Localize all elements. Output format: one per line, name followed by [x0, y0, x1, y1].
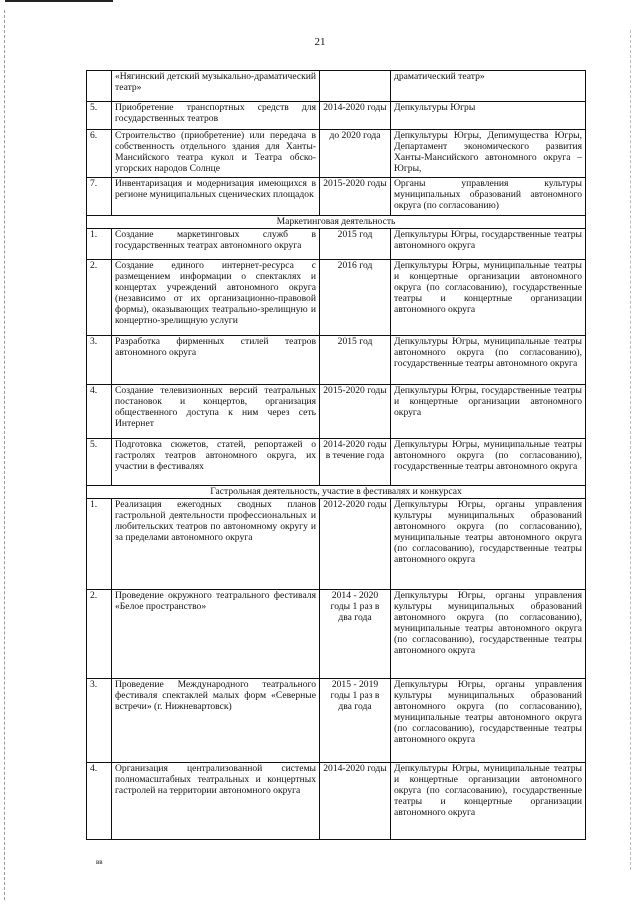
scan-edge-left — [4, 10, 6, 900]
measure-name: Организация централизованной системы полномасштабных театральных и концертных гастролей на территории автономного округа — [112, 763, 320, 840]
executor: Депкультуры Югры, Депимущества Югры, Департамент экономического развития Ханты-Мансийского автономного округа – Югры, — [391, 130, 586, 178]
table-row — [87, 590, 586, 679]
executor: Органы управления культуры муниципальных образований автономного округа (по согласованию) — [391, 178, 586, 216]
row-number: 5. — [87, 439, 112, 486]
footer-mark: вв — [96, 858, 103, 866]
measure-name: Строительство (приобретение) или передача в собственность отдельного здания для Ханты-Мансийского театра кукол и Театра обско-угорских народов Солнце — [112, 130, 320, 178]
executor: Депкультуры Югры, муниципальные театры и концертные организации автономного округа (по согласованию), государственные театры и концертные организации автономного округа — [391, 260, 586, 336]
rows-group-marketing — [87, 229, 586, 486]
term-cell: 2015 - 2019 годы 1 раз в два года — [320, 679, 391, 763]
term-cell: 2014-2020 годы — [320, 763, 391, 840]
table-row — [87, 130, 586, 178]
table-row — [87, 336, 586, 385]
page-number: 21 — [314, 36, 326, 48]
scan-edge-right — [630, 30, 632, 870]
term-cell: 2015 год — [320, 229, 391, 260]
executor: Депкультуры Югры, органы управления культуры муниципальных образований автономного округа (по согласованию), муниципальные театры автономного округа (по согласованию), государственные театры автономного округа — [391, 499, 586, 590]
executor: Депкультуры Югры, органы управления культуры муниципальных образований автономного округа (по согласованию), муниципальные театры автономного округа (по согласованию), государственные театры автономного округа — [391, 679, 586, 763]
top-rule — [5, 0, 113, 2]
table-row — [87, 178, 586, 216]
row-number: 1. — [87, 499, 112, 590]
table-row — [87, 679, 586, 763]
measure-name: «Нягинский детский музыкально-драматический театр» — [112, 71, 320, 102]
term-cell: 2015-2020 годы — [320, 385, 391, 439]
executor: Депкультуры Югры, государственные театры и концертные организации автономного округа — [391, 385, 586, 439]
row-number: 4. — [87, 385, 112, 439]
table-row — [87, 439, 586, 486]
term-cell — [320, 71, 391, 102]
row-number: 6. — [87, 130, 112, 178]
table-row — [87, 71, 586, 102]
measure-name: Реализация ежегодных сводных планов гастрольной деятельности профессиональных и любительских театров по автономному округу и за пределами автономного округа — [112, 499, 320, 590]
row-number: 4. — [87, 763, 112, 840]
table-row — [87, 102, 586, 130]
row-number: 5. — [87, 102, 112, 130]
measure-name: Приобретение транспортных средств для государственных театров — [112, 102, 320, 130]
section-header — [87, 486, 586, 499]
term-cell: 2012-2020 годы — [320, 499, 391, 590]
row-number: 1. — [87, 229, 112, 260]
executor: Депкультуры Югры, органы управления культуры муниципальных образований автономного округа (по согласованию), муниципальные театры автономного округа (по согласованию), государственные театры автономного округа — [391, 590, 586, 679]
table-row — [87, 763, 586, 840]
row-number: 3. — [87, 679, 112, 763]
term-cell: 2015-2020 годы — [320, 178, 391, 216]
measure-name: Подготовка сюжетов, статей, репортажей о гастролях театров автономного округа, их участии в фестивалях — [112, 439, 320, 486]
measure-name: Создание единого интернет-ресурса с размещением информации о спектаклях и концертах учреждений автономного округа (независимо от их организационно-правовой формы), оказывающих театрально-зрелищную и концертно-зрелищную услуги — [112, 260, 320, 336]
section-title-tours: Гастрольная деятельность, участие в фестивалях и конкурсах — [87, 486, 586, 499]
table-row — [87, 229, 586, 260]
measure-name: Разработка фирменных стилей театров автономного округа — [112, 336, 320, 385]
term-cell: 2014-2020 годы в течение года — [320, 439, 391, 486]
row-number — [87, 71, 112, 102]
measure-name: Проведение окружного театрального фестиваля «Белое пространство» — [112, 590, 320, 679]
rows-group-top — [87, 102, 586, 216]
measure-name: Создание телевизионных версий театральных постановок и концертов, организация общественного доступа к ним через сеть Интернет — [112, 385, 320, 439]
term-cell: 2015 год — [320, 336, 391, 385]
table-row — [87, 499, 586, 590]
executor: Депкультуры Югры, муниципальные театры автономного округа (по согласованию), государственные театры автономного округа — [391, 439, 586, 486]
term-cell: 2014 - 2020 годы 1 раз в два года — [320, 590, 391, 679]
section-header — [87, 216, 586, 229]
term-cell: 2016 год — [320, 260, 391, 336]
row-number: 3. — [87, 336, 112, 385]
executor: драматический театр» — [391, 71, 586, 102]
row-number: 2. — [87, 260, 112, 336]
row-number: 7. — [87, 178, 112, 216]
executor: Депкультуры Югры, государственные театры автономного округа — [391, 229, 586, 260]
measure-name: Проведение Международного театрального фестиваля спектаклей малых форм «Северные встречи» (г. Нижневартовск) — [112, 679, 320, 763]
term-cell: 2014-2020 годы — [320, 102, 391, 130]
table-row — [87, 385, 586, 439]
measure-name: Создание маркетинговых служб в государственных театрах автономного округа — [112, 229, 320, 260]
executor: Депкультуры Югры, муниципальные театры автономного округа (по согласованию), государственные театры автономного округа — [391, 336, 586, 385]
executor: Депкультуры Югры — [391, 102, 586, 130]
table-row — [87, 260, 586, 336]
section-title-marketing: Маркетинговая деятельность — [87, 216, 586, 229]
rows-group-tours — [87, 499, 586, 840]
measures-table — [86, 70, 586, 840]
measure-name: Инвентаризация и модернизация имеющихся в регионе муниципальных сценических площадок — [112, 178, 320, 216]
row-number: 2. — [87, 590, 112, 679]
executor: Депкультуры Югры, муниципальные театры и концертные организации автономного округа (по согласованию), государственные театры и концертные организации автономного округа — [391, 763, 586, 840]
term-cell: до 2020 года — [320, 130, 391, 178]
